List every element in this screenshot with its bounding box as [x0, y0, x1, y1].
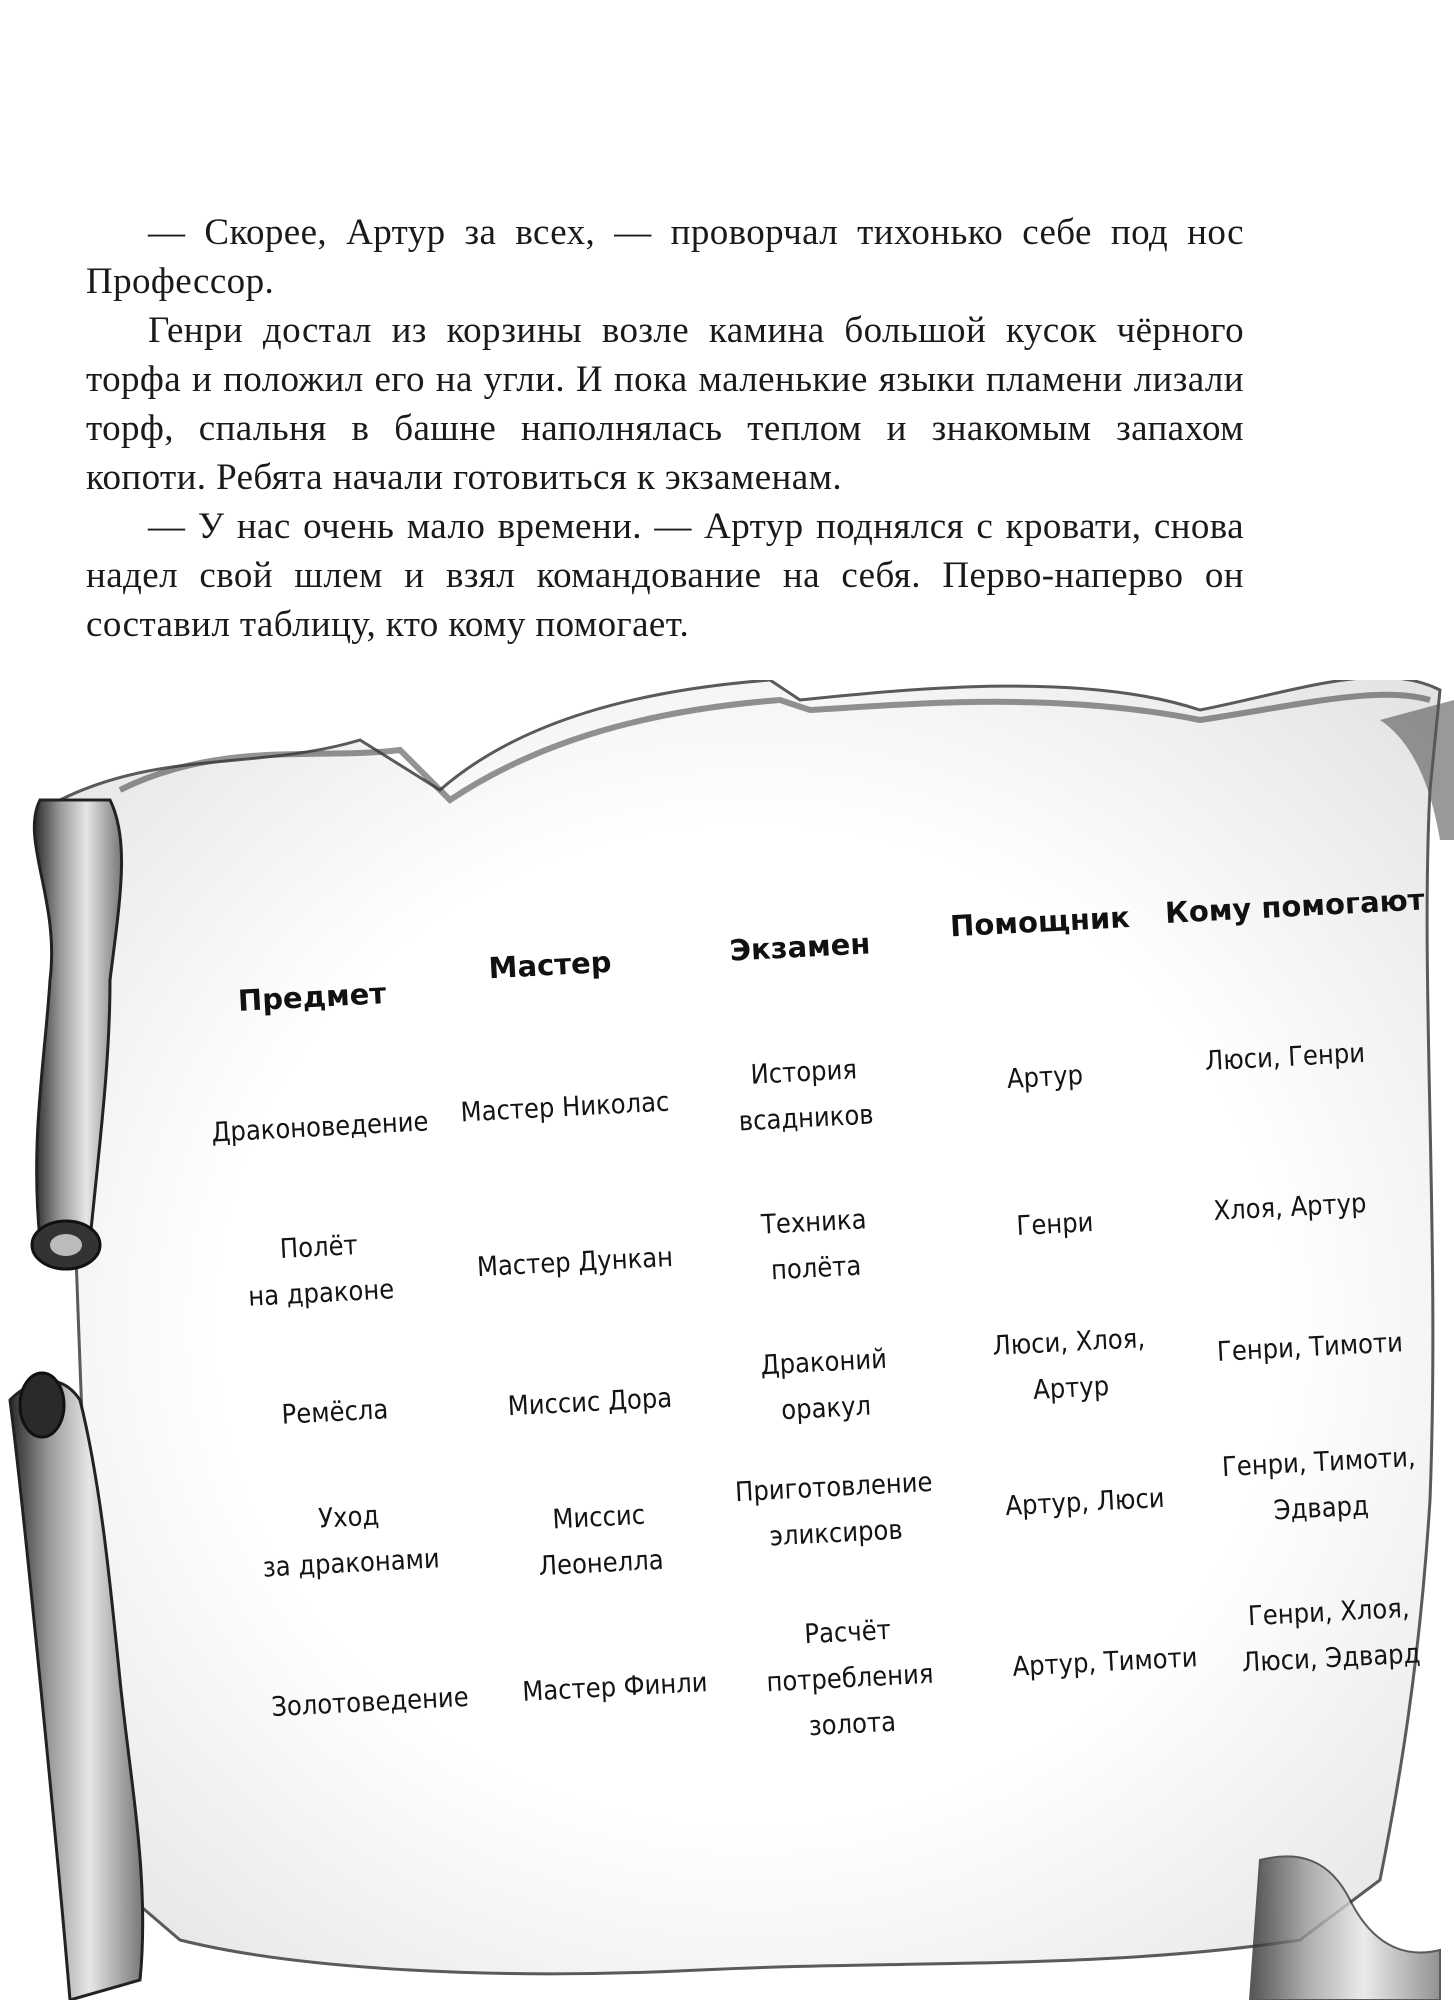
cell-r1-subject: Драконоведение	[210, 1106, 430, 1149]
parchment-sheet	[60, 680, 1440, 1974]
header-exam: Экзамен	[728, 926, 872, 968]
cell-r4-subject: Уход за драконами	[261, 1500, 441, 1584]
cell-r4-helper: Артур, Люси	[1004, 1482, 1166, 1523]
cell-r4-master: Миссис Леонелла	[538, 1499, 665, 1583]
cell-r5-master: Мастер Финли	[521, 1667, 709, 1708]
parchment-scroll	[0, 680, 1454, 2000]
header-helper: Помощник	[949, 900, 1131, 944]
cell-r5-subject: Золотоведение	[270, 1681, 470, 1724]
paragraph-1: — Скорее, Артур за всех, — проворчал тихонько себе под нос Профессор.	[86, 212, 1244, 302]
cell-r3-subject: Ремёсла	[280, 1394, 390, 1431]
cell-r1-master: Мастер Николас	[459, 1086, 671, 1129]
cell-r5-exam: Расчёт потребления золота	[765, 1614, 935, 1743]
cell-r1-helped: Люси, Генри	[1204, 1037, 1366, 1078]
cell-r2-exam: Техника полёта	[760, 1204, 868, 1287]
header-master: Мастер	[487, 944, 613, 986]
cell-r1-exam: История всадников	[738, 1054, 875, 1138]
cell-r3-helper: Люси, Хлоя, Артур	[991, 1323, 1146, 1406]
cell-r4-exam: Приготовление эликсиров	[734, 1466, 934, 1553]
cell-r2-helper: Генри	[1015, 1207, 1095, 1242]
story-text	[86, 208, 1244, 649]
header-subject: Предмет	[237, 976, 387, 1018]
paragraph-2: Генри достал из корзины возле камина большой кусок чёрного торфа и положил его на угли. И пока маленькие языки пламени лизали торф, спальня в башне наполнялась теплом и знакомым запахом копоти. Ребята начали готовиться к экзаменам.	[86, 310, 1244, 498]
cell-r3-helped: Генри, Тимоти	[1216, 1327, 1404, 1368]
cell-r5-helped: Генри, Хлоя, Люси, Эдвард	[1241, 1592, 1422, 1679]
cell-r1-helper: Артур	[1006, 1060, 1084, 1095]
paragraph-3: — У нас очень мало времени. — Артур поднялся с кровати, снова надел свой шлем и взял командование на себя. Перво-наперво он составил таблицу, кто кому помогает.	[86, 506, 1244, 645]
cell-r3-exam: Драконий оракул	[759, 1343, 888, 1427]
cell-r5-helper: Артур, Тимоти	[1011, 1642, 1199, 1683]
cell-r2-helped: Хлоя, Артур	[1212, 1188, 1368, 1227]
header-helped: Кому помогают	[1164, 882, 1426, 930]
cell-r3-master: Миссис Дора	[507, 1382, 673, 1423]
cell-r2-subject: Полёт на драконе	[247, 1230, 395, 1313]
cell-r2-master: Мастер Дункан	[476, 1241, 674, 1284]
cell-r4-helped: Генри, Тимоти, Эдвард	[1221, 1441, 1417, 1527]
